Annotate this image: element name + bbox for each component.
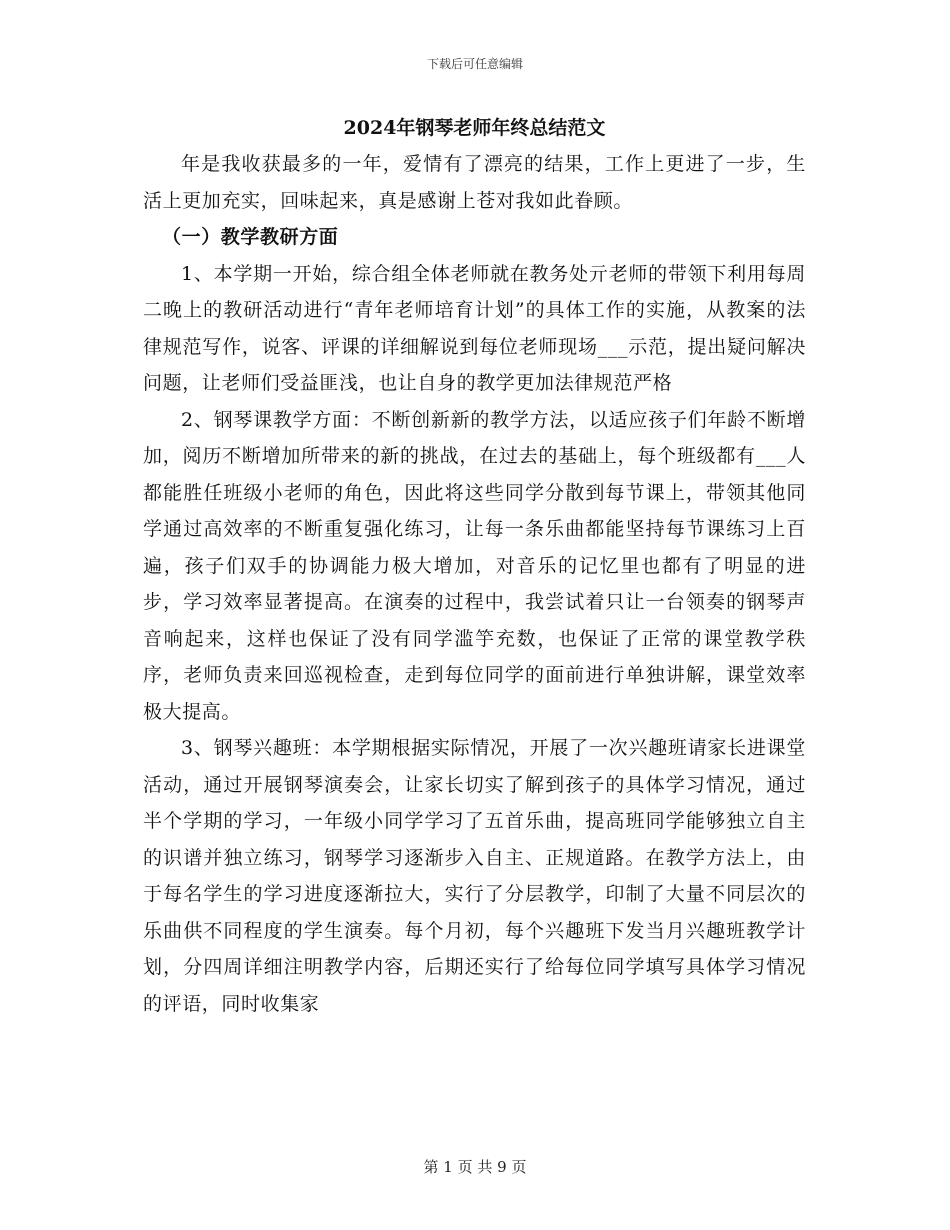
paragraph-piano-class: 2、钢琴课教学方面：不断创新新的教学方法，以适应孩子们年龄不断增加，阅历不断增加所带来的新的挑战，在过去的基础上，每个班级都有___人都能胜任班级小老师的角色，因此将这些同学分散到每节课上，带领其他同学通过高效率的不断重复强化练习，让每一条乐曲都能坚持每节课练习上百遍，孩子们双手的协调能力极大增加，对音乐的记忆里也都有了明显的进步，学习效率显著提高。在演奏的过程中，我尝试着只让一台领奏的钢琴声音响起来，这样也保证了没有同学滥竽充数，也保证了正常的课堂教学秩序，老师负责来回巡视检查，走到每位同学的面前进行单独讲解，课堂效率极大提高。	[143, 408, 806, 723]
paragraph-teaching-research: 1、本学期一开始，综合组全体老师就在教务处亓老师的带领下利用每周二晚上的教研活动进行“青年老师培育计划”的具体工作的实施，从教案的法律规范写作，说客、评课的详细解说到每位老师现场___示范，提出疑问解决问题，让老师们受益匪浅，也让自身的教学更加法律规范严格	[143, 262, 806, 394]
document-body	[143, 112, 806, 1022]
intro-paragraph: 年是我收获最多的一年，爱情有了漂亮的结果，工作上更进了一步，生活上更加充实，回味起来，真是感谢上苍对我如此眷顾。	[143, 153, 806, 212]
paragraph-interest-class: 3、钢琴兴趣班：本学期根据实际情况，开展了一次兴趣班请家长进课堂活动，通过开展钢琴演奏会，让家长切实了解到孩子的具体学习情况，通过半个学期的学习，一年级小同学学习了五首乐曲，提高班同学能够独立自主的识谱并独立练习，钢琴学习逐渐步入自主、正规道路。在教学方法上，由于每名学生的学习进度逐渐拉大，实行了分层教学，印制了大量不同层次的乐曲供不同程度的学生演奏。每个月初，每个兴趣班下发当月兴趣班教学计划，分四周详细注明教学内容，后期还实行了给每位同学填写具体学习情况的评语，同时收集家	[143, 737, 806, 1015]
section-heading: （一）教学教研方面	[162, 226, 339, 248]
document-title: 2024年钢琴老师年终总结范文	[343, 117, 606, 139]
page-number: 第 1 页 共 9 页	[423, 1158, 527, 1176]
header-note: 下载后可任意编辑	[426, 57, 523, 71]
